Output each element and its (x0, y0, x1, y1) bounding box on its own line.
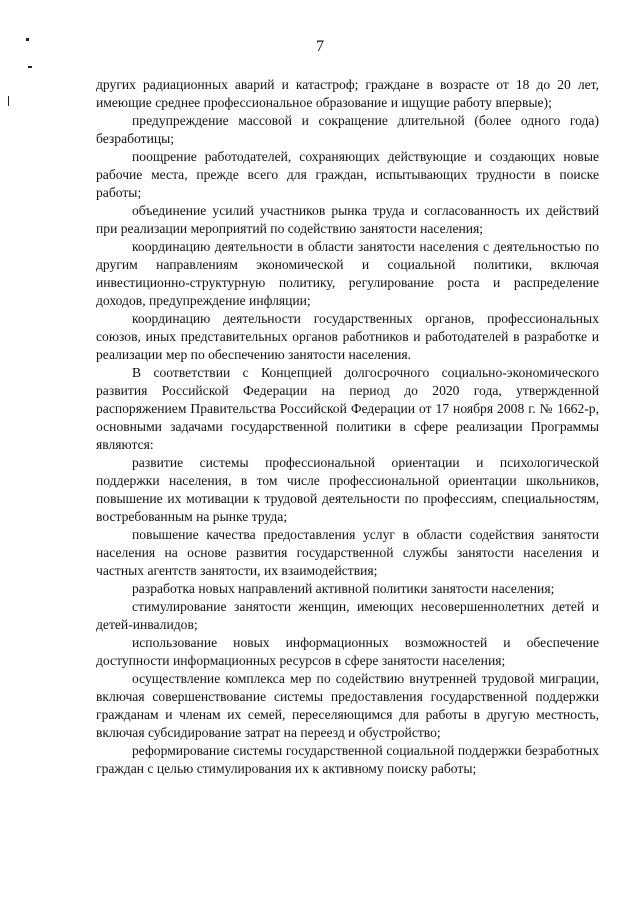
paragraph: предупреждение массовой и сокращение длительной (более одного года) безработицы; (96, 113, 599, 146)
page-number: 7 (316, 38, 324, 55)
paragraph: повышение качества предоставления услуг в области содействия занятости населения на основе развития государственной службы занятости населения и частных агентств занятости, их взаимодействия; (96, 527, 599, 578)
paragraph: поощрение работодателей, сохраняющих действующие и создающих новые рабочие места, прежде всего для граждан, испытывающих трудности в поиске работы; (96, 149, 599, 200)
scan-artifact-bar (8, 96, 9, 106)
paragraph: В соответствии с Концепцией долгосрочного социально-экономического развития Российской Федерации на период до 2020 года, утвержденной распоряжением Правительства Российской Федерации от 17 ноября 2008 г. № 1662-р, основными задачами государственной политики в сфере реализации Программы являются: (96, 365, 599, 452)
paragraph: реформирование системы государственной социальной поддержки безработных граждан с целью стимулирования их к активному поиску работы; (96, 743, 599, 776)
paragraph: разработка новых направлений активной политики занятости населения; (132, 581, 555, 596)
paragraph: стимулирование занятости женщин, имеющих несовершеннолетних детей и детей-инвалидов; (96, 599, 599, 632)
paragraph: развитие системы профессиональной ориентации и психологической поддержки населения, в том числе профессиональной ориентации школьников, повышение их мотивации к трудовой деятельности по профессиям, специальностям, востребованным на рынке труда; (96, 455, 599, 524)
paragraph: объединение усилий участников рынка труда и согласованность их действий при реализации мероприятий по содействию занятости населения; (96, 203, 599, 236)
scan-artifact-dot (26, 38, 29, 41)
paragraph: координацию деятельности государственных органов, профессиональных союзов, иных представительных органов работников и работодателей в разработке и реализации мер по обеспечению занятости населения. (96, 311, 599, 362)
paragraph: использование новых информационных возможностей и обеспечение доступности информационных ресурсов в сфере занятости населения; (96, 635, 599, 668)
paragraph: других радиационных аварий и катастроф; граждане в возрасте от 18 до 20 лет, имеющие среднее профессиональное образование и ищущие работу впервые); (96, 77, 599, 110)
document-body (96, 76, 599, 778)
paragraph: координацию деятельности в области занятости населения с деятельностью по другим направлениям экономической и социальной политики, включая инвестиционно-структурную политику, регулирование роста и распределение доходов, предупреждение инфляции; (96, 239, 599, 308)
paragraph: осуществление комплекса мер по содействию внутренней трудовой миграции, включая совершенствование системы предоставления государственной поддержки гражданам и членам их семей, переселяющимся для работы в другую местность, включая субсидирование затрат на переезд и обустройство; (96, 671, 599, 740)
scan-artifact-dash (28, 66, 32, 68)
